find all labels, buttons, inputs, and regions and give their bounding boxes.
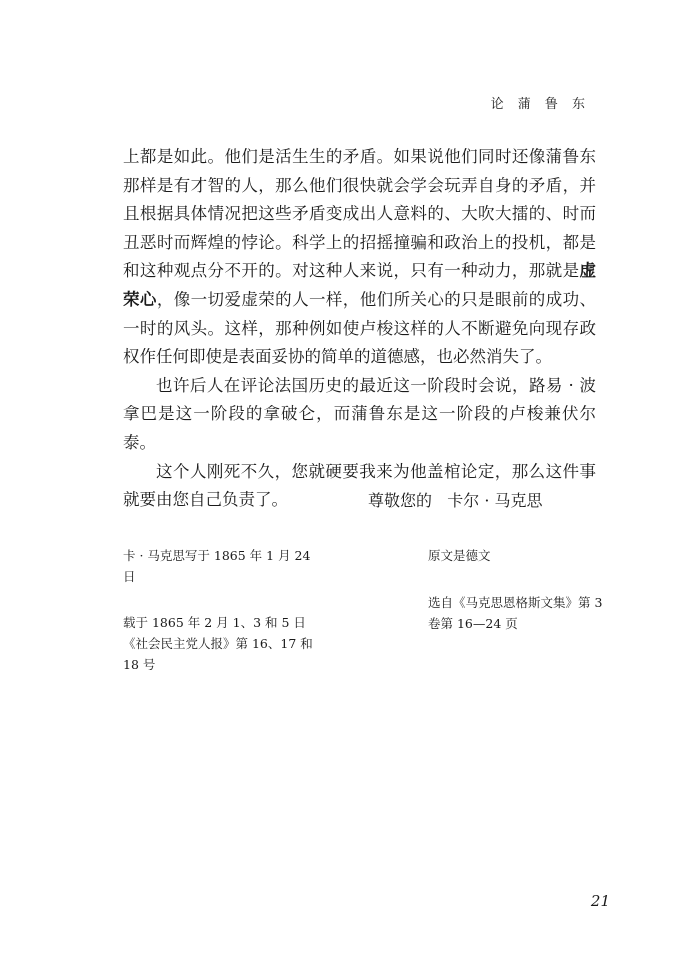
paragraph-1-text-a: 上都是如此。他们是活生生的矛盾。如果说他们同时还像蒲鲁东那样是有才智的人，那么他们很快就会学会玩弄自身的矛盾，并且根据具体情况把这些矛盾变成出人意料的、大吹大擂的、时而丑恶时而辉煌的悖论。科学上的招摇撞骗和政治上的投机，都是和这种观点分不开的。对这种人来说，只有一种动力，那就是 xyxy=(123,147,596,281)
note-source: 选自《马克思恩格斯文集》第 3 卷第 16—24 页 xyxy=(428,595,603,631)
signature xyxy=(368,488,543,511)
paragraph-1-text-b: ，像一切爱虚荣的人一样，他们所关心的只是眼前的成功、一时的风头。这样，那种例如使卢梭这样的人不断避免向现存政权作任何即使是表面妥协的简单的道德感，也必然消失了。 xyxy=(123,289,597,367)
paragraph-3: 这个人刚死不久，您就硬要我来为他盖棺论定，那么这件事就要由您自己负责了。 xyxy=(123,461,596,510)
note-original-language: 原文是德文 xyxy=(428,548,491,563)
signature-name: 卡尔 · 马克思 xyxy=(447,491,543,510)
running-head: 论 蒲 鲁 东 xyxy=(490,97,590,112)
note-published: 载于 1865 年 2 月 1、3 和 5 日《社会民主党人报》第 16、17 和 18 号 xyxy=(123,615,313,672)
emphasis-vanity: 虚荣心 xyxy=(123,261,596,309)
note-written: 卡 · 马克思写于 1865 年 1 月 24 日 xyxy=(123,548,311,584)
paragraph-2: 也许后人在评论法国历史的最近这一阶段时会说，路易 · 波拿巴是这一阶段的拿破仑，而蒲鲁东是这一阶段的卢梭兼伏尔泰。 xyxy=(123,375,596,452)
signature-closing: 尊敬您的 xyxy=(368,491,433,510)
page-number: 21 xyxy=(590,892,610,910)
body-text xyxy=(123,143,596,515)
paragraph-1 xyxy=(123,143,596,372)
